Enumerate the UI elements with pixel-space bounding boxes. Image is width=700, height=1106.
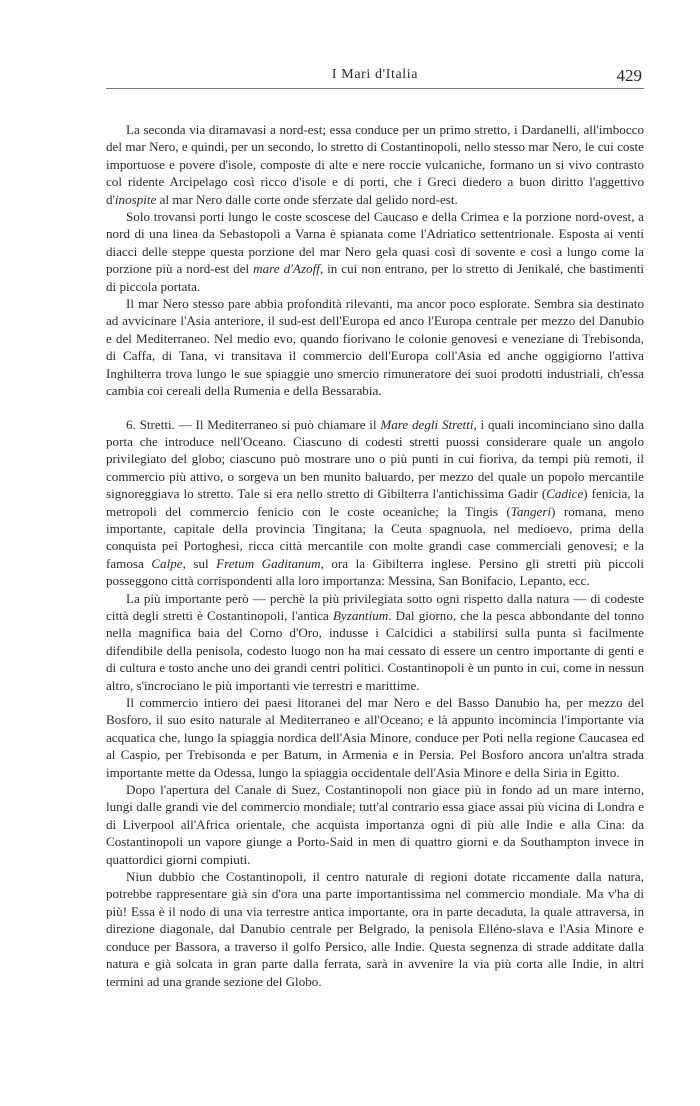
text-run: 6. Stretti. — Il Mediterraneo si può chiamare il [126, 416, 381, 432]
text-run: , i quali incominciano sino dalla porta che introduce nell'Oceano. Ciascuno di codesti stretti puossi considerare quale un angolo privilegiato del globo; ciascuno può mostrare uno o più punti in cui fioriva, da tempi più remoti, il commercio più attivo, o sorgeva un ben munito baluardo, per mezzo del quale un popolo mercantile signoreggiava lo stretto. Tale si era nello stretto di Gibilterra l'antichissima Gadir ( [106, 416, 644, 502]
paragraph [106, 590, 644, 694]
text-run: , in cui non entrano, per lo stretto di Jenikalé, che bastimenti di piccola portata. [106, 261, 644, 294]
paragraph [106, 781, 644, 868]
italic-text: Cadice [546, 486, 584, 502]
italic-text: Mare degli Stretti [380, 416, 474, 432]
italic-text: Tangeri [510, 503, 552, 519]
text-run: Niun dubbio che Costantinopoli, il centro naturale di regioni dotate riccamente dalla natura, potrebbe rappresentare già sin d'ora una parte importantissima nel commercio mondiale. Ma v'ha di più! Essa è il nodo di una via terrestre antica importante, ora in parte decaduta, la quale attraversa, in direzione diagonale, dal Danubio centrale per Belgrado, la penisola Elléno-slava e l'Asia Minore e conduce per Bassora, a traverso il golfo Persico, alle Indie. Questa segnenza di strade additate dalla natura e già solcata in gran parte dalla ferrata, sarà in avvenire la via più corta alle Indie, in altri termini ad una grande sezione del Globo. [106, 869, 644, 989]
text-run: ) fenicia, la metropoli del commercio fenicio con le coste oceaniche; la Tingis ( [106, 486, 645, 519]
text-run: La più importante però — perchè la più privilegiata sotto ogni rispetto dalla natura — di codeste città degli stretti è Costantinopoli, l'antica [106, 590, 644, 623]
text-run: , sul [182, 555, 217, 571]
paragraph [106, 295, 644, 399]
paragraph [106, 121, 644, 208]
page-header [106, 66, 644, 89]
text-run: Il mar Nero stesso pare abbia profondità rilevanti, ma ancor poco esplorate. Sembra sia destinato ad avvicinare l'Asia anteriore, il sud-est dell'Europa ed anco l'Europa centrale per mezzo del Danubio e del Mediterraneo. Nel medio evo, quando fiorivano le colonie genovesi e veneziane di Trebisonda, di Caffa, di Tana, vi transitava il commercio dell'Europa coll'Asia ed anche oggigiorno l'attiva Inghilterra trova lungo le sue spiaggie uno smercio rimuneratore dei suoi prodotti industriali, ch'essa cambia coi cereali della Rumenia e della Bessarabia. [106, 296, 644, 399]
running-title: I Mari d'Italia [331, 67, 419, 82]
italic-text: Byzantium [332, 607, 389, 623]
italic-text: Calpe [151, 555, 183, 571]
text-run: al mar Nero dalle corte onde sferzate dal gelido nord-est. [156, 191, 458, 207]
text-run: Il commercio intiero dei paesi litoranei del mar Nero e del Basso Danubio ha, per mezzo del Bosforo, il suo esito naturale al Mediterraneo e all'Oceano; e là appunto incomincia l'importante via acquatica che, lungo la spiaggia nordica dell'Asia Minore, conduce per Poti nella regione Caucasea ed al Caspio, per Trebisonda e per Batum, in Armenia e in Persia. Pel Bosforo ancora un'altra strada importante mette da Odessa, lungo la spiaggia occidentale dell'Asia Minore e della Siria in Egitto. [106, 695, 644, 780]
page-number: 429 [616, 66, 642, 85]
text-run: Solo trovansi porti lungo le coste scoscese del Caucaso e della Crimea e la porzione nord-ovest, a nord di una linea da Sebastopoli a Varna è spianata come l'Adriatico settentrionale. Esposta ai venti diacci delle steppe questa porzione del mar Nero gela quasi così di sovente e così a lungo come la porzione più a nord-est del [106, 209, 644, 277]
text-run: . Dal giorno, che la pesca abbondante del tonno nella magnifica baia del Corno d'Oro, indusse i Calcidici a stabilirsi sulla punta sì facilmente difendibile della penisola, codesto luogo non ha mai cessato di essere un centro importante di genti e di cultura e tosto anche uno dei grandi centri politici. Costantinopoli è un punto in cui, come in nessun altro, s'incrociano le più importanti vie terrestri e marittime. [106, 607, 644, 693]
text-run: ) romana, meno importante, capitale della provincia Tingitana; la Ceuta spagnuola, nel medioevo, prima della conquista pei Portoghesi, ricca città mercantile con molte grandi case commerciali genovesi; e la famosa [106, 503, 644, 571]
text-run: Dopo l'apertura del Canale di Suez, Costantinopoli non giace più in fondo ad un mare interno, lungi dalle grandi vie del commercio mondiale; tutt'al contrario essa giace assai più vicina di Londra e di Liverpool all'Africa orientale, che acquista importanza ogni dì più alle Indie e alla Cina: da Costantinopoli un vapore giunge a Porto-Said in men di quattro giorni e da Southampton invece in quattordici giorni compiuti. [106, 782, 644, 867]
paragraph [106, 208, 644, 295]
italic-text: mare d'Azoff [253, 261, 320, 277]
text-run: , ora la Gibilterra inglese. Persino gli stretti più piccoli posseggono città corrispondenti alla loro importanza: Messina, San Bonifacio, Lepanto, ecc. [106, 555, 644, 589]
italic-text: Fretum Gaditanum [216, 555, 321, 571]
paragraph [106, 694, 644, 781]
page-body [106, 121, 644, 990]
italic-text: inospite [114, 191, 157, 207]
text-run: La seconda via diramavasi a nord-est; essa conduce per un primo stretto, i Dardanelli, all'imbocco del mar Nero, e quindi, per un secondo, lo stretto di Costantinopoli, nello stesso mar Nero, le cui coste importuose e povere d'isole, composte di alte e nere roccie vulcaniche, formano un si vivo contrasto col ridente Arcipelago così ricco d'isole e di porti, che i Greci diedero a buon diritto l'aggettivo d' [106, 122, 644, 207]
section-paragraph [106, 416, 644, 590]
paragraph [106, 868, 644, 990]
